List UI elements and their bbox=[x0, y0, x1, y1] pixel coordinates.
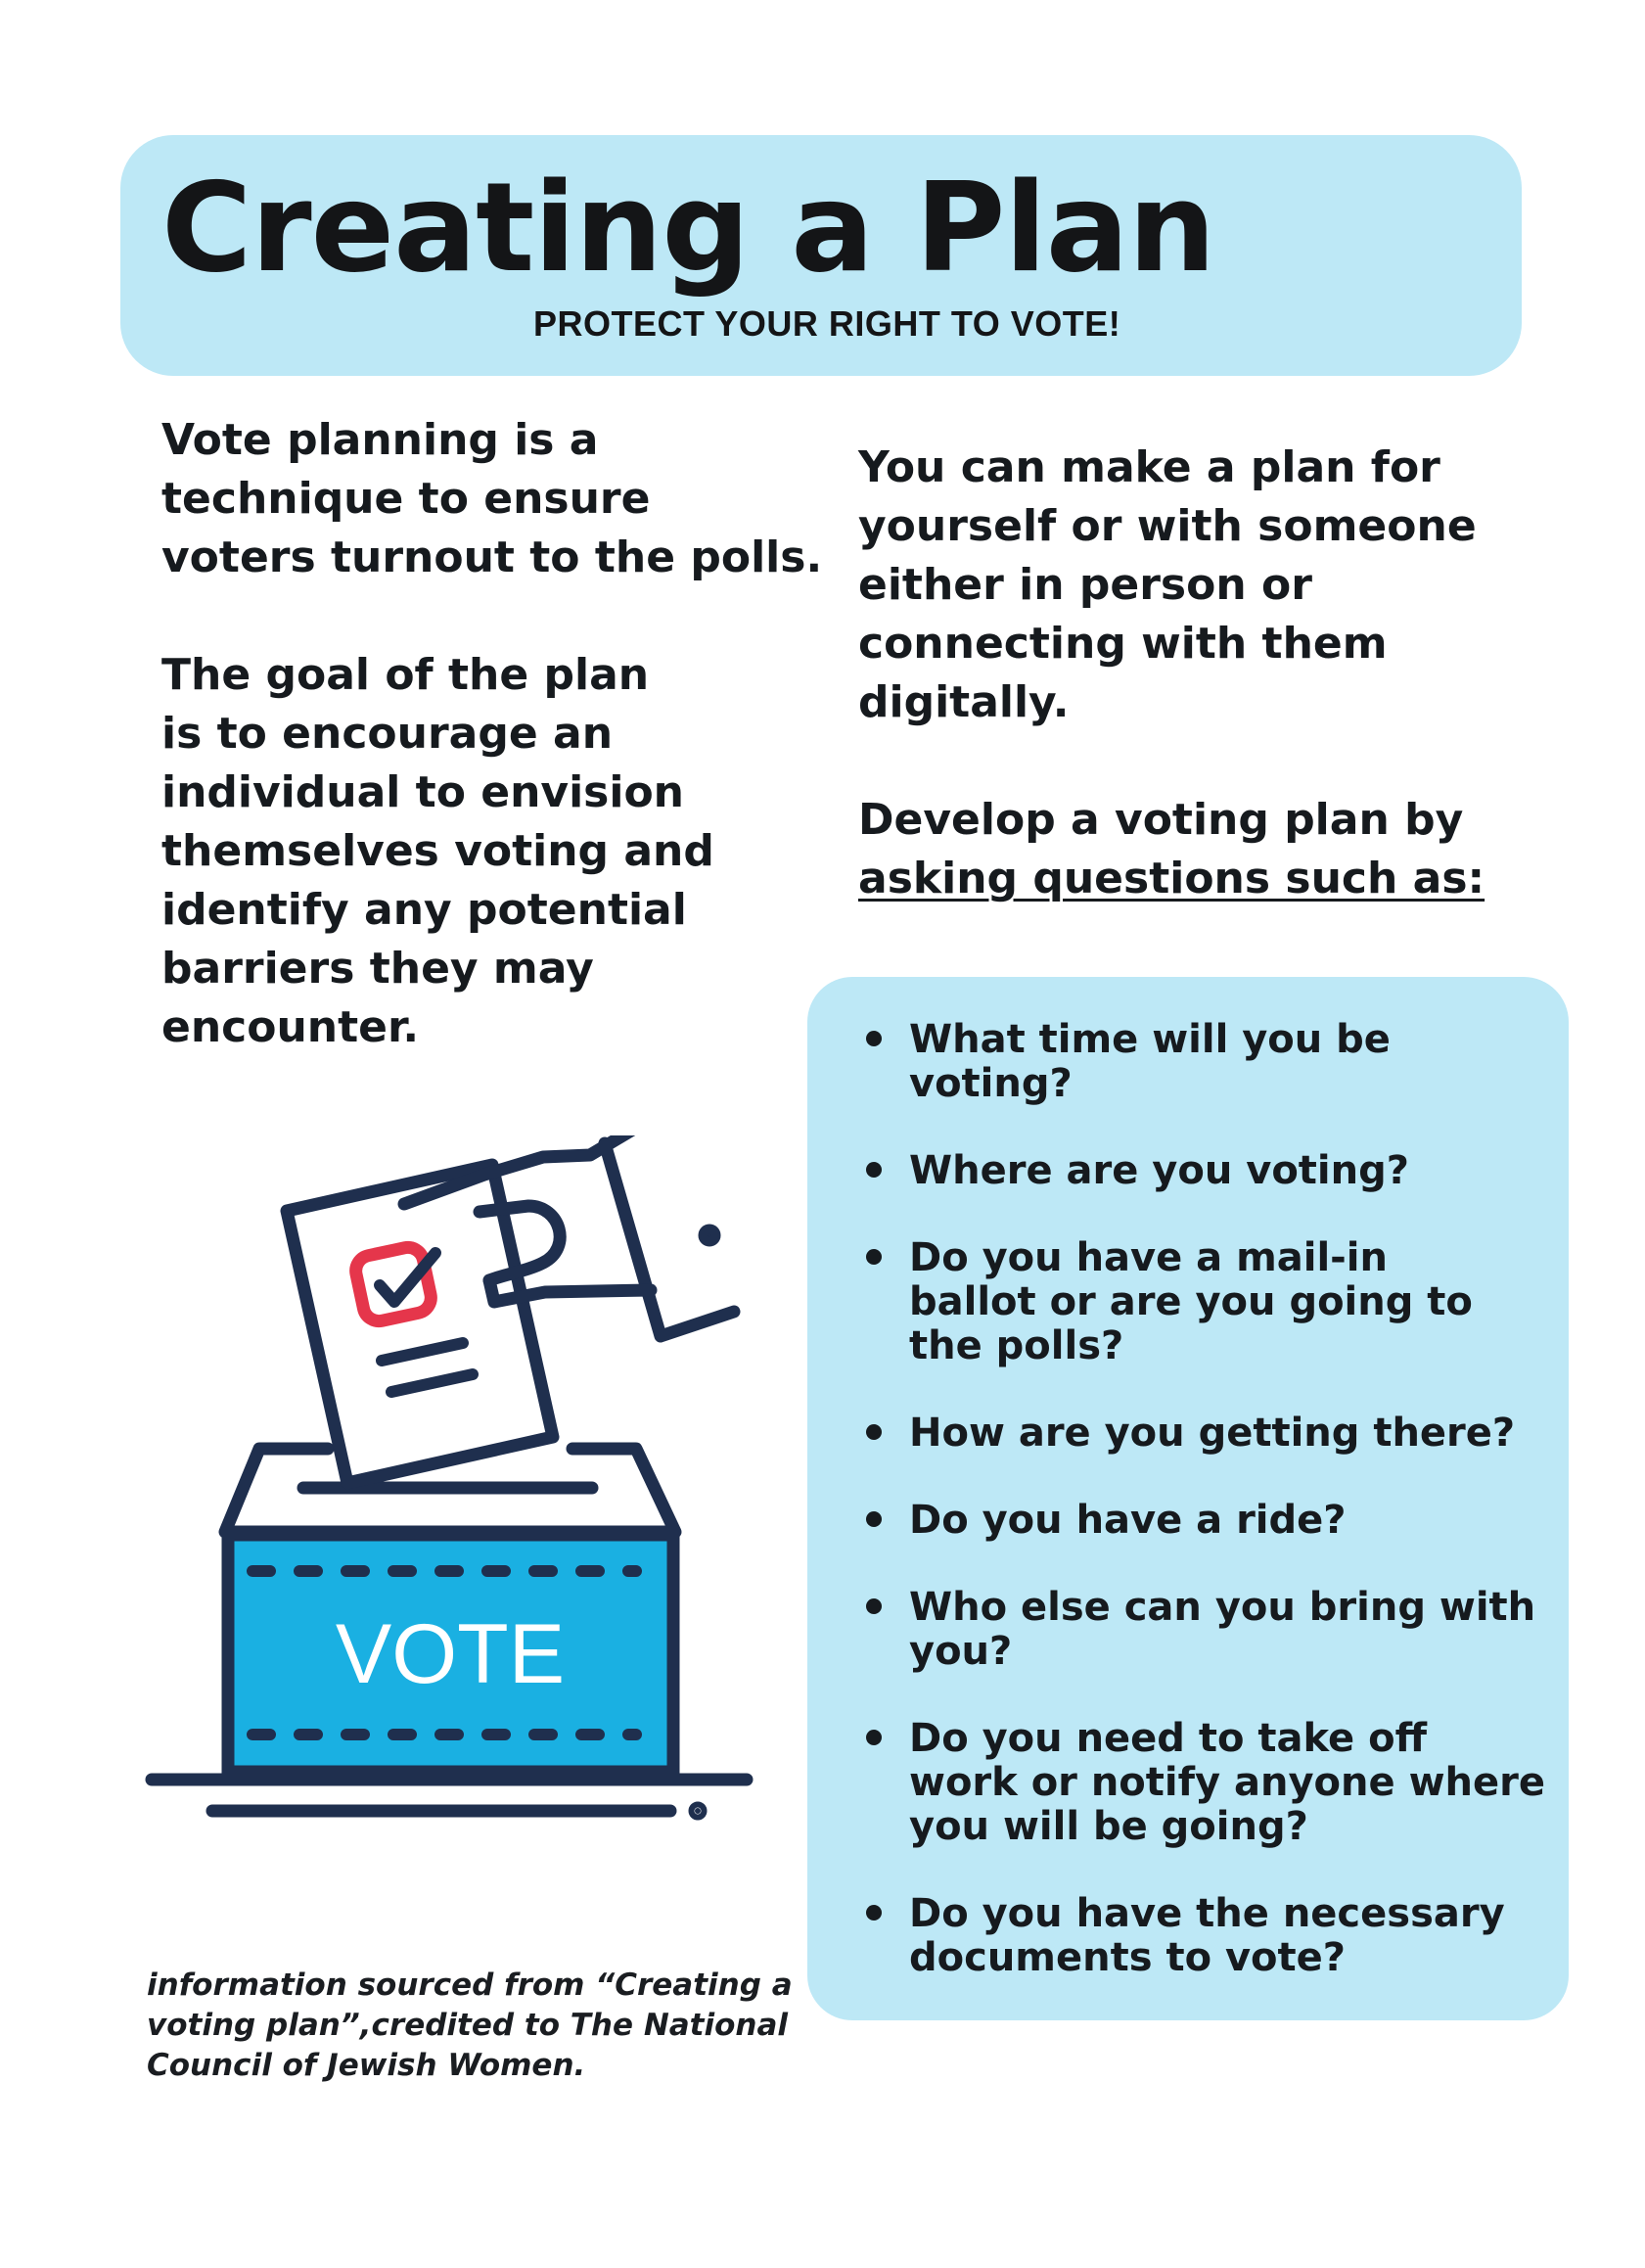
question-line: documents to vote? bbox=[909, 1935, 1346, 1980]
checkbox-icon bbox=[353, 1244, 434, 1323]
text-line: connecting with them bbox=[858, 619, 1388, 669]
text-line: The goal of the plan bbox=[161, 650, 650, 700]
question-line: Where are you voting? bbox=[909, 1148, 1409, 1193]
bullet-icon bbox=[866, 1249, 882, 1265]
text-line: You can make a plan for bbox=[858, 442, 1440, 492]
ballot-box-base bbox=[152, 1780, 747, 1814]
text-line: yourself or with someone bbox=[858, 501, 1477, 551]
text-line: information sourced from “Creating a bbox=[147, 1967, 793, 2003]
ballot-box-with-hand-icon bbox=[142, 1135, 768, 1821]
list-item bbox=[858, 1412, 1543, 1456]
text-line: Develop a voting plan by bbox=[858, 795, 1464, 845]
text-line: digitally. bbox=[858, 677, 1070, 727]
list-item bbox=[858, 1018, 1543, 1106]
text-line: individual to envision bbox=[161, 767, 684, 817]
list-item bbox=[858, 1236, 1543, 1368]
list-item bbox=[858, 1499, 1543, 1543]
question-list bbox=[858, 1018, 1543, 1980]
question-line: ballot or are you going to bbox=[909, 1279, 1473, 1324]
list-item bbox=[858, 1586, 1543, 1674]
question-line: you will be going? bbox=[909, 1804, 1308, 1849]
underlined-text: asking questions such as: bbox=[858, 854, 1485, 903]
question-line: the polls? bbox=[909, 1323, 1124, 1368]
text-line: voters turnout to the polls. bbox=[161, 532, 823, 582]
text-line: either in person or bbox=[858, 560, 1312, 610]
page-title: Creating a Plan bbox=[161, 156, 1215, 300]
question-line: How are you getting there? bbox=[909, 1411, 1516, 1456]
bullet-icon bbox=[866, 1031, 882, 1046]
source-attribution bbox=[147, 1966, 793, 2086]
bullet-icon bbox=[866, 1424, 882, 1440]
vote-planning-paragraph bbox=[161, 411, 822, 587]
list-item bbox=[858, 1149, 1543, 1193]
bullet-icon bbox=[866, 1511, 882, 1527]
list-item bbox=[858, 1717, 1543, 1849]
bullet-icon bbox=[866, 1905, 882, 1921]
question-line: you? bbox=[909, 1629, 1013, 1674]
question-line: voting? bbox=[909, 1061, 1073, 1106]
develop-plan-paragraph bbox=[858, 791, 1485, 908]
bullet-icon bbox=[866, 1598, 882, 1614]
text-line: is to encourage an bbox=[161, 709, 614, 759]
make-plan-paragraph bbox=[858, 439, 1477, 732]
text-line: encounter. bbox=[161, 1002, 420, 1052]
text-line: voting plan”,credited to The National bbox=[147, 2008, 789, 2043]
question-line: Do you have a ride? bbox=[909, 1498, 1347, 1543]
question-line: work or notify anyone where bbox=[909, 1760, 1545, 1805]
page-subtitle: PROTECT YOUR RIGHT TO VOTE! bbox=[533, 303, 1121, 344]
bullet-icon bbox=[866, 1730, 882, 1745]
question-line: Do you have the necessary bbox=[909, 1891, 1505, 1936]
plan-goal-paragraph bbox=[161, 646, 714, 1057]
text-line: themselves voting and bbox=[161, 826, 714, 876]
text-line: technique to ensure bbox=[161, 474, 651, 524]
question-line: What time will you be bbox=[909, 1017, 1391, 1062]
bullet-icon bbox=[866, 1162, 882, 1178]
question-line: Who else can you bring with bbox=[909, 1585, 1536, 1630]
question-line: Do you have a mail-in bbox=[909, 1235, 1388, 1280]
list-item bbox=[858, 1892, 1543, 1980]
text-line: barriers they may bbox=[161, 944, 594, 994]
vote-label: VOTE bbox=[335, 1607, 566, 1701]
question-line: Do you need to take off bbox=[909, 1716, 1427, 1761]
text-line: Vote planning is a bbox=[161, 415, 599, 465]
text-line: identify any potential bbox=[161, 885, 687, 935]
text-line: Council of Jewish Women. bbox=[147, 2048, 586, 2083]
